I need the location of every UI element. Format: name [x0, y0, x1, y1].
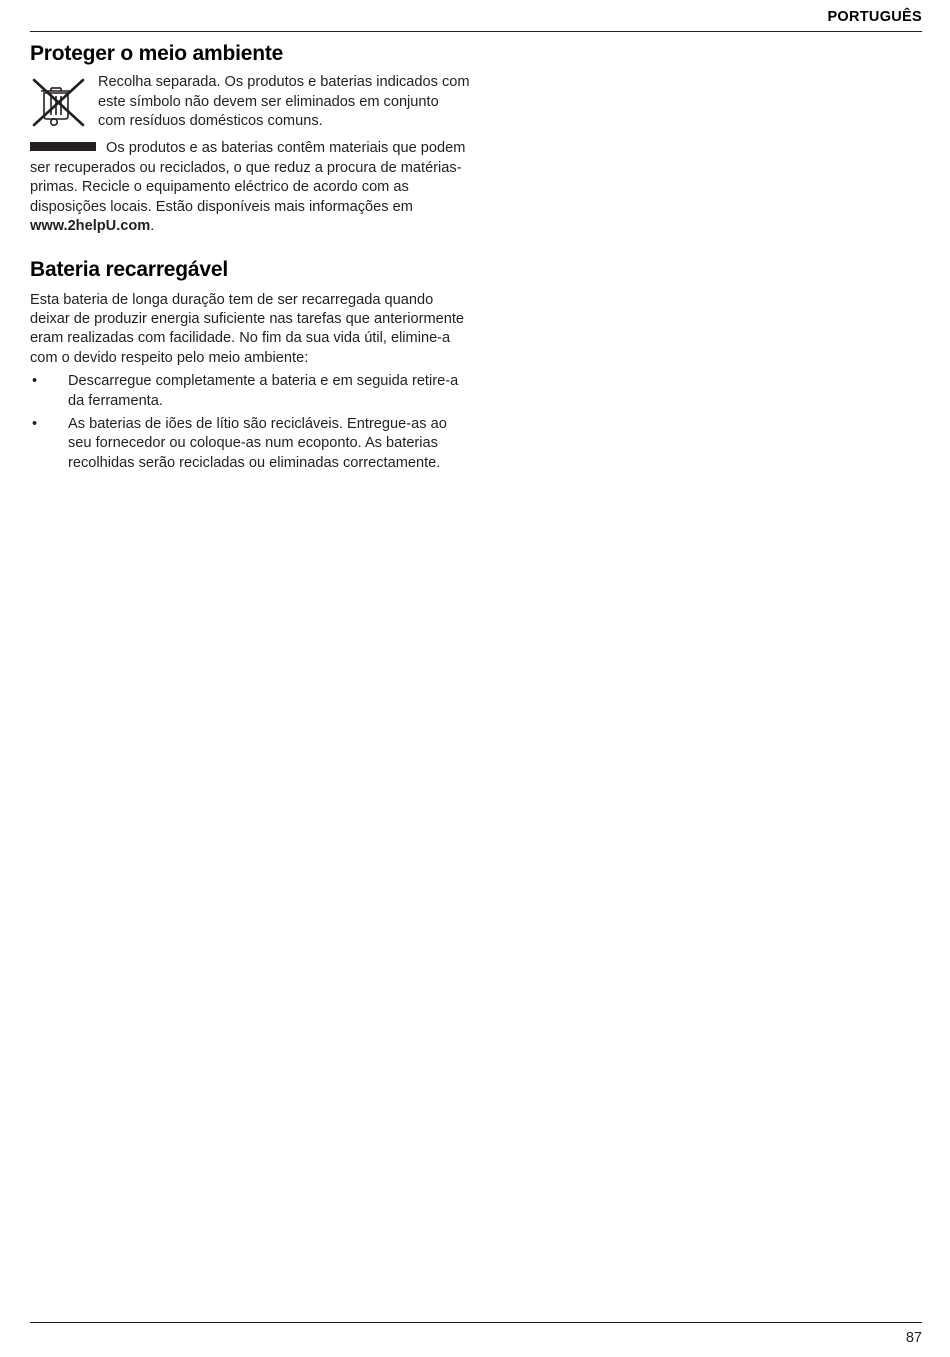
page-footer: [30, 1329, 922, 1347]
materials-notice-end: .: [150, 217, 155, 234]
page-number: 87: [905, 1330, 922, 1346]
list-item: [30, 372, 470, 411]
materials-notice-lead: Os produtos e as baterias contêm materiais que: [106, 140, 417, 157]
materials-notice-rest: podem ser recuperados ou reciclados, o que reduz a procura de matérias-primas. Recicle o equipamento eléctrico de acordo com as disposições locais. Estão disponíveis mais informações em: [30, 140, 466, 215]
footer-divider: [30, 1322, 922, 1323]
list-item-text: As baterias de iões de lítio são recicláveis. Entregue-as ao seu fornecedor ou coloque-as num ecoponto. As baterias recolhidas serão recicladas ou eliminadas correctamente.: [68, 415, 447, 471]
battery-paragraph: Esta bateria de longa duração tem de ser recarregada quando deixar de produzir energia suficiente nas tarefas que anteriormente eram realizadas com facilidade. No fim da sua vida útil, elimine-a com o devido respeito pelo meio ambiente:: [30, 291, 465, 366]
page-content: [30, 42, 470, 477]
materials-notice-block: [30, 139, 470, 236]
recycling-notice-text: Recolha separada. Os produtos e baterias indicados com este símbolo não devem ser eliminados em conjunto com resíduos domésticos comuns.: [98, 74, 470, 129]
battery-disposal-list: [30, 372, 470, 473]
bullet-marker: •: [32, 415, 38, 432]
recycling-notice-block: [30, 73, 470, 131]
bullet-marker: •: [32, 373, 38, 390]
crossed-out-wheelie-bin-icon: [30, 75, 88, 127]
section-title-environment: Proteger o meio ambiente: [30, 42, 284, 65]
header-language-label: PORTUGUÊS: [827, 9, 922, 25]
header-divider: [30, 31, 922, 32]
list-item-text: Descarregue completamente a bateria e em seguida retire-a da ferramenta.: [68, 373, 459, 409]
helpu-website-link[interactable]: www.2helpU.com: [30, 217, 151, 234]
list-item: [30, 415, 470, 473]
section-title-battery: Bateria recarregável: [30, 258, 228, 282]
page-header: [30, 8, 922, 28]
black-bar-icon: [30, 142, 96, 151]
materials-notice-text: [30, 139, 470, 236]
